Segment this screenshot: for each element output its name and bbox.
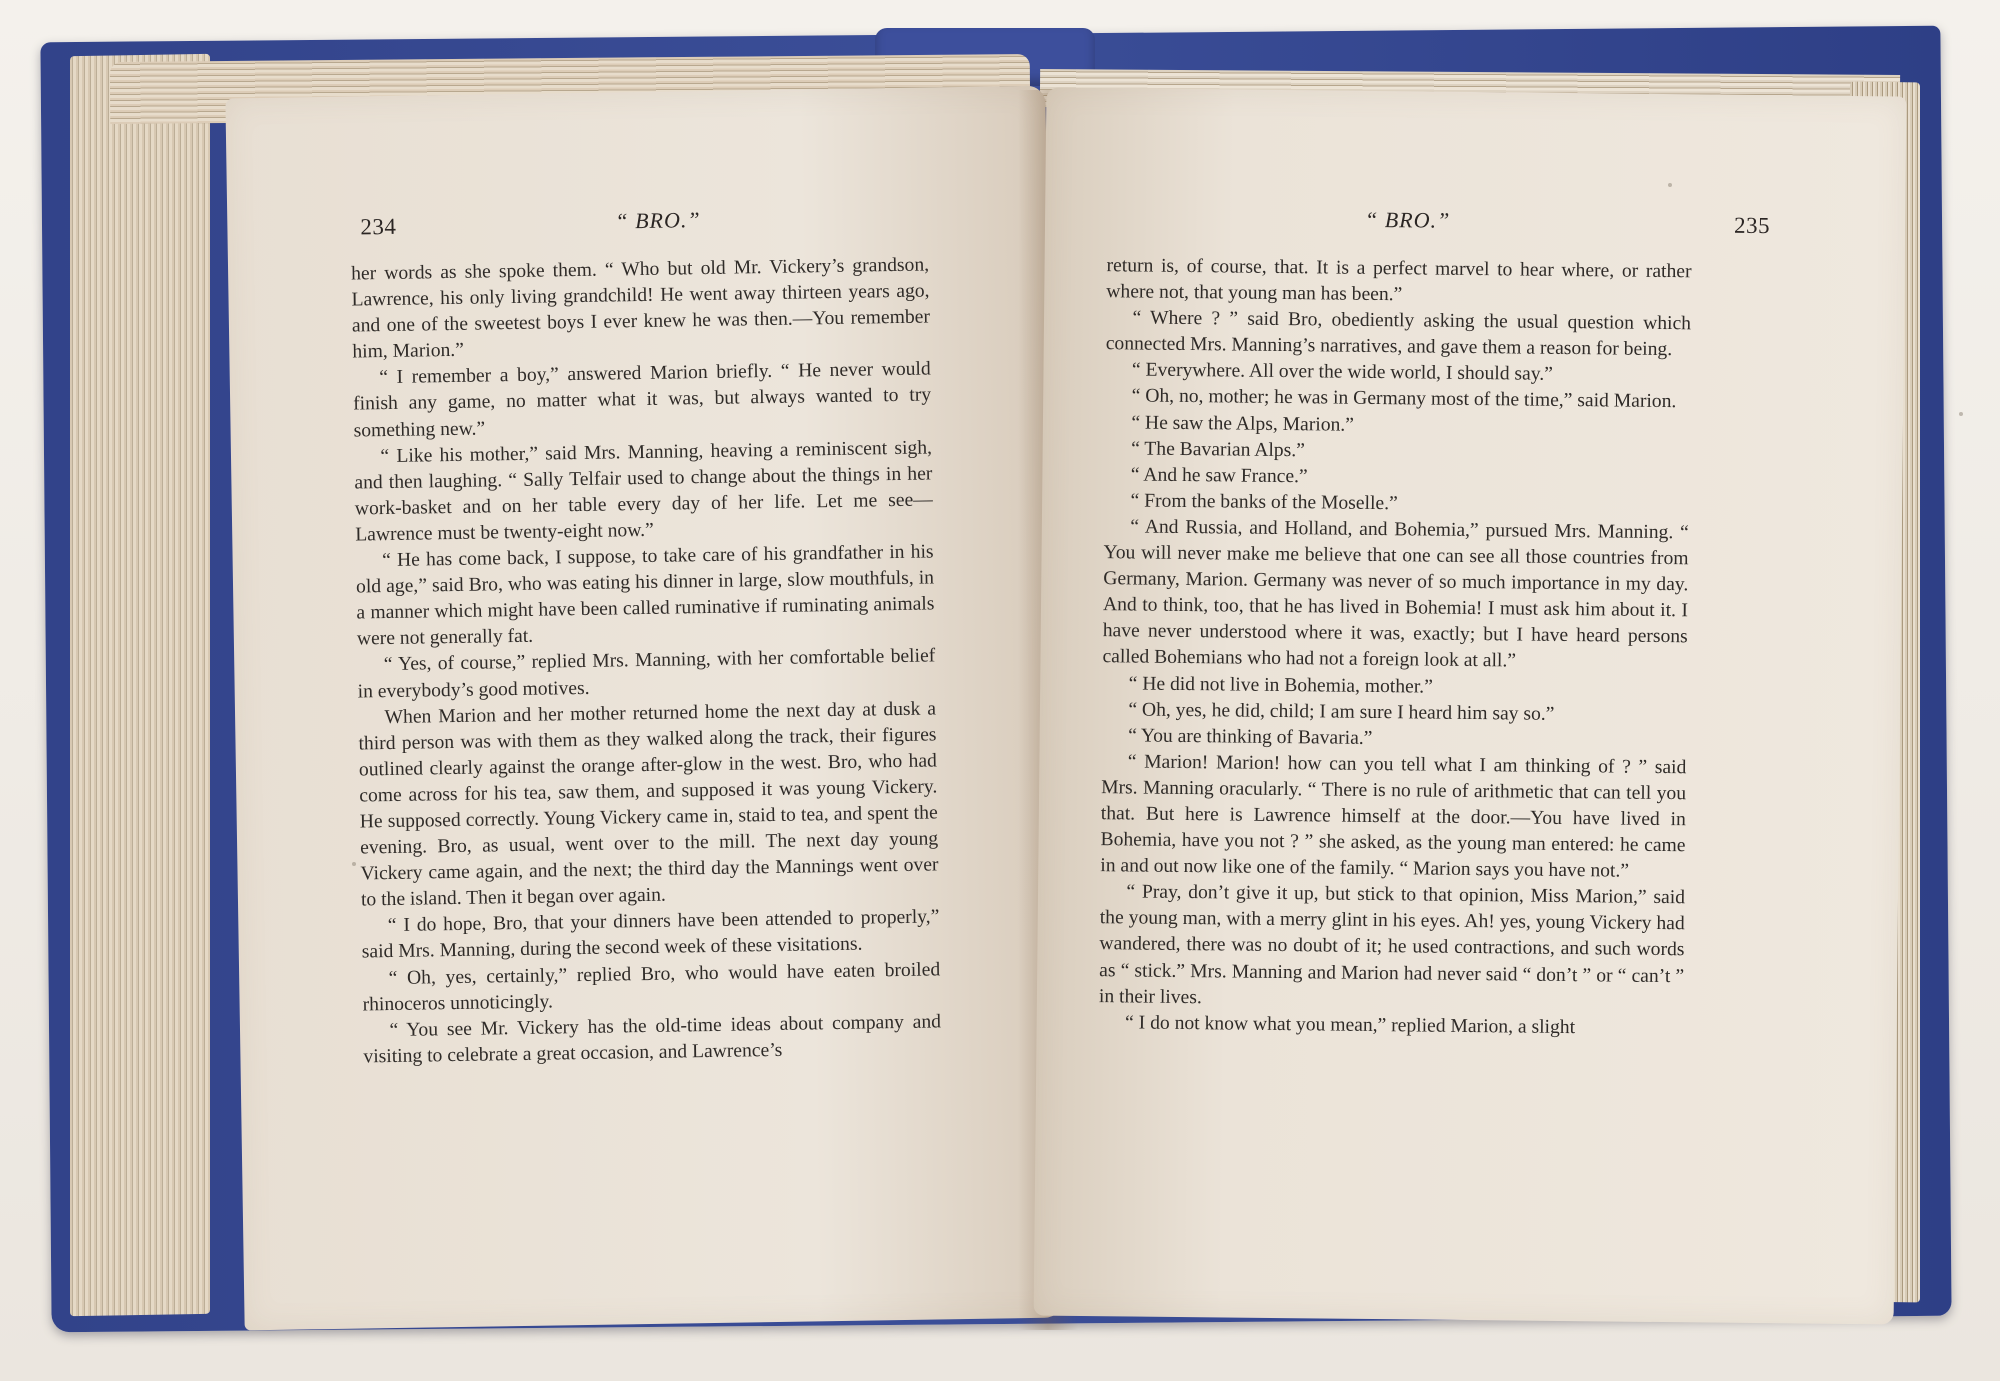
paper-speck — [352, 862, 356, 866]
right-page-text — [1099, 253, 1692, 1042]
left-page-stack — [70, 54, 210, 1316]
right-paragraph-7: “ And he saw France.” — [1130, 464, 1308, 488]
left-paragraph-2: “ I remember a boy,” answered Marion briefly. “ He never would finish any game, no matter what it was, but always wanted to try something new.” — [353, 358, 932, 442]
right-paragraph-2: “ Where ? ” said Bro, obediently asking the usual question which connected Mrs. Manning’s narratives, and gave them a reason for being. — [1105, 307, 1692, 361]
left-paragraph-5: “ Yes, of course,” replied Mrs. Manning, with her comfortable belief in everybody’s good motives. — [357, 645, 936, 703]
right-paragraph-6: “ The Bavarian Alps.” — [1131, 438, 1305, 461]
right-paragraph-10: “ He did not live in Bohemia, mother.” — [1128, 672, 1433, 698]
right-paragraph-12: “ You are thinking of Bavaria.” — [1128, 725, 1373, 749]
left-paragraph-8: “ Oh, yes, certainly,” replied Bro, who would have eaten broiled rhinoceros unnoticingly. — [362, 958, 941, 1016]
left-paragraph-3: “ Like his mother,” said Mrs. Manning, heaving a reminiscent sigh, and then laughing. “ Sally Telfair used to change about the things in her work-basket and on her table every day of her life. Let me see—Lawrence must be twenty-eight now.” — [354, 437, 933, 546]
left-page — [225, 86, 1064, 1331]
right-paragraph-8: “ From the banks of the Moselle.” — [1130, 490, 1398, 515]
right-page-number: 235 — [1733, 212, 1771, 239]
right-paragraph-14: “ Pray, don’t give it up, but stick to that opinion, Miss Marion,” said the young man, with a merry glint in his eyes. Ah! yes, young Vickery had wandered, there was no doubt of it; he used contractions, and such words as “ stick.” Mrs. Manning and Marion had never said “ don’t ” or “ can’t ” in their lives. — [1098, 881, 1686, 1008]
right-paragraph-11: “ Oh, yes, he did, child; I am sure I heard him say so.” — [1128, 699, 1555, 725]
paper-speck — [1668, 183, 1672, 187]
left-page-number: 234 — [360, 213, 397, 240]
right-paragraph-1: return is, of course, that. It is a perfect marvel to hear where, or rather where not, that young man has been.” — [1106, 255, 1692, 306]
left-paragraph-4: “ He has come back, I suppose, to take care of his grandfather in his old age,” said Bro, who was eating his dinner in large, slow mouthfuls, in a manner which might have been called ruminative if ruminating animals were not generally fat. — [355, 541, 935, 650]
right-paragraph-5: “ He saw the Alps, Marion.” — [1131, 412, 1355, 436]
right-paragraph-3: “ Everywhere. All over the wide world, I should say.” — [1131, 359, 1554, 386]
paper-speck — [1959, 412, 1963, 416]
right-running-head: “ BRO.” — [1364, 206, 1451, 233]
left-running-head: “ BRO.” — [615, 207, 701, 234]
left-paragraph-9: “ You see Mr. Vickery has the old-time ideas about company and visiting to celebrate a great occasion, and Lawrence’s — [363, 1011, 942, 1068]
right-paragraph-4: “ Oh, no, mother; he was in Germany most of the time,” said Marion. — [1131, 385, 1677, 413]
right-paragraph-13: “ Marion! Marion! how can you tell what I am thinking of ? ” said Mrs. Manning oracularly. “ There is no rule of arithmetic that can tell you that. But here is Lawrence himself at the door.—You have lived in Bohemia, have you not ? ” she asked, as the young man entered: he came in and out now like one of the family. “ Marion says you have not.” — [1100, 751, 1687, 882]
right-paragraph-15: “ I do not know what you mean,” replied Marion, a slight — [1125, 1012, 1576, 1038]
left-paragraph-7: “ I do hope, Bro, that your dinners have been attended to properly,” said Mrs. Manning, during the second week of these visitations. — [361, 906, 940, 963]
left-page-text — [351, 252, 942, 1070]
right-paragraph-9: “ And Russia, and Holland, and Bohemia,” pursued Mrs. Manning. “ You will never make me believe that one can see all those countries from Germany, Marion. Germany was never of so much importance in my day. And to think, too, that he has lived in Bohemia! I must ask him about it. I have never understood where it was, exactly; but I have heard persons called Bohemians who had not a foreign look at all.” — [1102, 516, 1689, 672]
right-page-header — [1120, 206, 1770, 249]
left-paragraph-6: When Marion and her mother returned home the next day at dusk a third person was with them as they walked along the track, their figures outlined clearly against the orange after-glow in the west. Bro, who had come across for his tea, saw them, and supposed it was young Vickery. He supposed correctly. Young Vickery came in, staid to tea, and spent the evening. Bro, as usual, went over to the mill. The next day young Vickery came again, and the next; the third day the Mannings went over to the island. Then it began over again. — [358, 698, 939, 911]
right-page — [1034, 88, 1907, 1325]
left-paragraph-1: her words as she spoke them. “ Who but old Mr. Vickery’s grandson, Lawrence, his only living grandchild! He went away thirteen years ago, and one of the sweetest boys I ever knew he was then.—You remember him, Marion.” — [350, 254, 931, 363]
left-page-header — [360, 206, 920, 251]
